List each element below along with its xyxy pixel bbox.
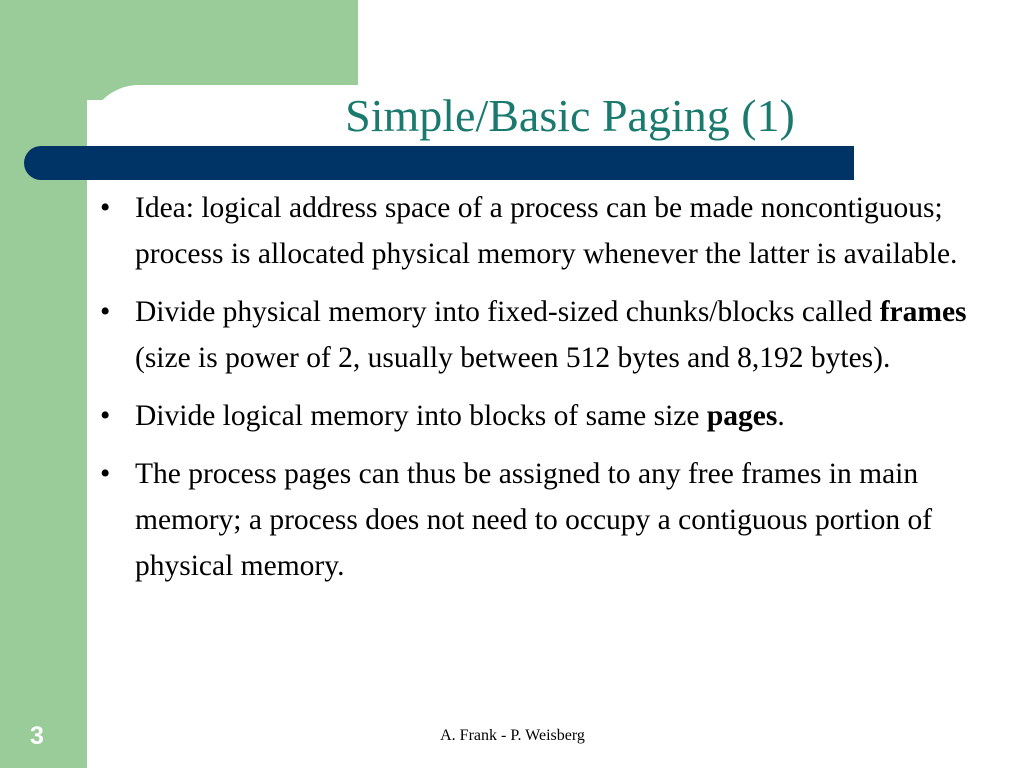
title-underline-bar [24,146,854,180]
bullet-item-idea [100,185,1015,277]
bullet-text: Idea: logical address space of a process can be made noncontiguous; process is allocated physical memory whenever the latter is available. [135,192,958,270]
bullet-text-before: Divide logical memory into blocks of same size [135,400,707,432]
slide-title: Simple/Basic Paging (1) [345,90,795,141]
bullet-marker: • [100,400,111,432]
bullet-text-after: (size is power of 2, usually between 512 bytes and 8,192 bytes). [135,342,891,374]
bullet-item-pages [100,393,1015,439]
slide-number: 3 [30,722,44,750]
bullet-term-pages: pages [706,400,778,432]
bullet-list [100,185,1015,601]
green-background-left [0,0,87,768]
bullet-marker: • [100,458,111,490]
bullet-term-frames: frames [879,296,967,328]
bullet-text: The process pages can thus be assigned to any free frames in main memory; a process does not need to occupy a contiguous portion of physical memory. [135,458,933,582]
footer-author: A. Frank - P. Weisberg [440,727,585,744]
bullet-text-before: Divide physical memory into fixed-sized chunks/blocks called [135,296,880,328]
bullet-marker: • [100,192,111,224]
bullet-marker: • [100,296,111,328]
bullet-item-frames [100,289,1015,381]
bullet-item-assignment [100,451,1015,589]
bullet-text-after: . [777,400,785,432]
